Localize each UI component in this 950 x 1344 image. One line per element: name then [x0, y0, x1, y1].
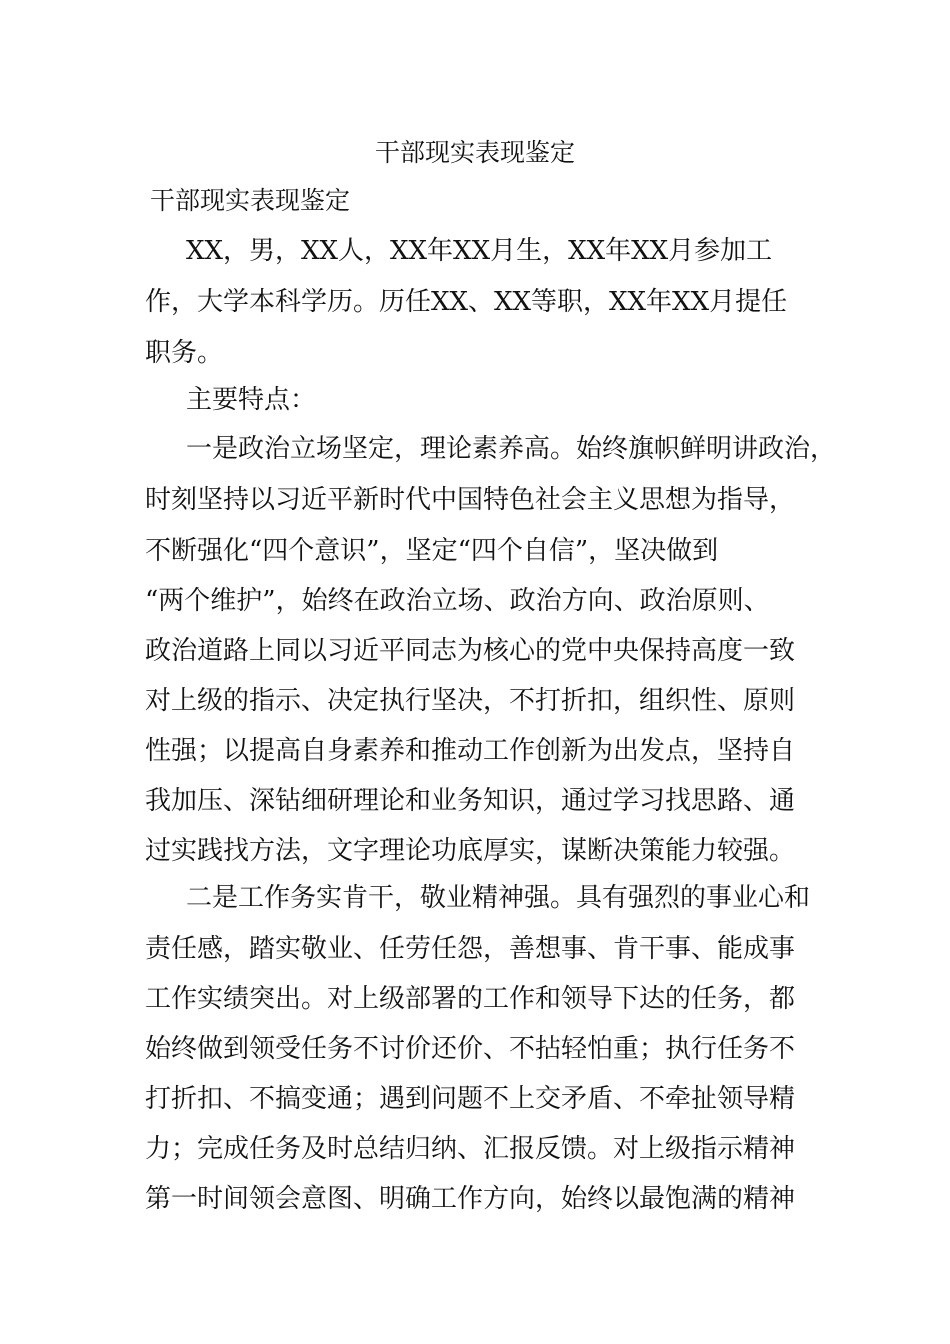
- paragraph-line: 不断强化“四个意识”，坚定“四个自信”，坚决做到: [145, 536, 719, 566]
- section-heading: 主要特点：: [186, 385, 317, 415]
- paragraph-line: 始终做到领受任务不讨价还价、不拈轻怕重；执行任务不: [145, 1034, 796, 1064]
- paragraph-line: 力；完成任务及时总结归纳、汇报反馈。对上级指示精神: [145, 1134, 796, 1164]
- paragraph-line: “两个维护”，始终在政治立场、政治方向、政治原则、: [145, 586, 770, 616]
- paragraph-line: 打折扣、不搞变通；遇到问题不上交矛盾、不牵扯领导精: [145, 1084, 796, 1114]
- paragraph-line: 性强；以提高自身素养和推动工作创新为出发点，坚持自: [145, 736, 796, 766]
- paragraph-line: 时刻坚持以习近平新时代中国特色社会主义思想为指导，: [145, 485, 796, 515]
- paragraph-line: 第一时间领会意图、明确工作方向，始终以最饱满的精神: [145, 1184, 796, 1214]
- paragraph-line: 我加压、深钻细研理论和业务知识，通过学习找思路、通: [145, 786, 796, 816]
- paragraph-line: 职务。: [145, 338, 224, 368]
- paragraph-line: 一是政治立场坚定，理论素养高。始终旗帜鲜明讲政治，: [186, 434, 837, 464]
- document-title: 干部现实表现鉴定: [374, 138, 575, 167]
- paragraph-line: XX，男，XX人，XX年XX月生，XX年XX月参加工: [186, 236, 773, 266]
- document-subtitle: 干部现实表现鉴定: [150, 186, 351, 215]
- paragraph-line: 政治道路上同以习近平同志为核心的党中央保持高度一致: [145, 636, 796, 666]
- paragraph-line: 二是工作务实肯干，敬业精神强。具有强烈的事业心和: [186, 883, 811, 913]
- paragraph-line: 对上级的指示、决定执行坚决，不打折扣，组织性、原则: [145, 686, 796, 716]
- paragraph-line: 作，大学本科学历。历任XX、XX等职，XX年XX月提任: [145, 287, 788, 317]
- paragraph-line: 过实践找方法，文字理论功底厚实，谋断决策能力较强。: [145, 836, 796, 866]
- paragraph-line: 工作实绩突出。对上级部署的工作和领导下达的任务，都: [145, 984, 796, 1014]
- paragraph-line: 责任感，踏实敬业、任劳任怨，善想事、肯干事、能成事: [145, 934, 796, 964]
